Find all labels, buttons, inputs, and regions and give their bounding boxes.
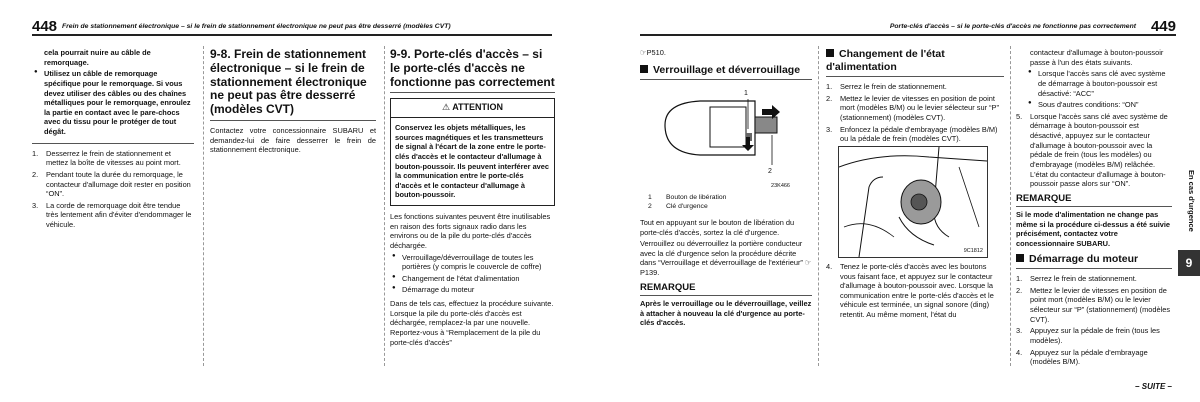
- right-header-title: Porte-clés d'accès – si le porte-clés d'accès ne fonctionne pas correctement: [889, 23, 1136, 30]
- list-item: 3. La corde de remorquage doit être tendue très lentement afin d'éviter d'endommager le véhicule.: [32, 200, 192, 229]
- continued-footer: – SUITE –: [1135, 382, 1172, 391]
- remarque-body: Après le verrouillage ou le déverrouillage, veillez à attacher à nouveau la clé d'urgence au porte-clés d'accès.: [640, 299, 812, 328]
- towing-bullet: ● Utilisez un câble de remorquage spécifique pour le remorquage. Si vous devez utiliser des câbles ou des chaînes métalliques pour le remorquage, enroulez la partie en contact avec le pare-chocs avec du tissu pour le protéger de tout dégât.: [32, 69, 194, 136]
- paragraph-remove-key: Tout en appuyant sur le bouton de libération du porte-clés d'accès, sortez la clé d'urgence.: [640, 217, 795, 237]
- section-heading-9-9: 9-9. Porte-clés d'accès – si le porte-clés d'accès ne fonctionne pas correctement: [390, 47, 555, 89]
- list-item: ● Sous d'autres conditions: “ON”: [1026, 100, 1172, 110]
- legend-item: 2 Clé d'urgence: [648, 203, 708, 211]
- figure-code: 9C1812: [963, 247, 983, 254]
- list-item: ● Changement de l'état d'alimentation: [390, 274, 555, 284]
- closing-text: Dans de tels cas, effectuez la procédure suivante. Lorsque la pile du porte-clés d'accès est déchargée, remplacez-la par une nouvelle. Reportez-vous à “Remplacement de la pile du porte-clés d'accès”: [390, 299, 554, 347]
- functions-intro: Les fonctions suivantes peuvent être inutilisables en raison des forts signaux radio dans les environs ou de la pile du porte-clés d'accès déchargée.: [390, 212, 551, 250]
- list-item: 5. Lorsque l'accès sans clé avec système de démarrage à bouton-poussoir est désactivé, appuyez sur le contacteur d'allumage à bouton-poussoir avec la pédale de frein (tous les modèles) ou d'embrayage (modèles B/M) relâchée. L'état du contacteur d'allumage à bouton-poussoir passe alors sur “ON”.: [1016, 111, 1168, 189]
- list-item: ● Démarrage du moteur: [390, 285, 555, 295]
- continued-text: cela pourrait nuire au câble de remorquage.: [44, 48, 151, 67]
- dashboard-illustration: [839, 147, 987, 257]
- list-item: 4. Tenez le porte-clés d'accès avec les boutons vous faisant face, et appuyez sur le contacteur d'allumage à bouton-poussoir avec. Lorsque la communication entre le porte-clés d'accès et le véhicule est terminée, un signal sonore (ding) retentit. Au même moment, l'état du: [826, 261, 994, 320]
- remarque-body: Si le mode d'alimentation ne change pas même si la procédure ci-dessus a été suivie précisément, contactez votre concessionnaire SUBARU.: [1016, 210, 1171, 249]
- right-col-2: [826, 48, 1004, 322]
- legend-item: 1 Bouton de libération: [648, 194, 727, 202]
- callout-2: 2: [768, 168, 772, 176]
- pedal-figure: [838, 146, 988, 258]
- list-item: 4. Appuyez sur la pédale d'embrayage (modèles B/M).: [1016, 347, 1148, 367]
- attention-box: [390, 98, 555, 206]
- key-figure: [660, 85, 790, 190]
- warning-icon: ⚠: [441, 102, 451, 113]
- left-page-number: 448: [32, 18, 58, 35]
- right-col-1: [640, 48, 812, 330]
- attention-title: ATTENTION: [452, 102, 504, 113]
- left-page-header: [32, 14, 552, 36]
- list-item: 3. Appuyez sur la pédale de frein (tous les modèles).: [1016, 326, 1160, 345]
- list-item: 1. Desserrez le frein de stationnement et mettez la boîte de vitesses au point mort.: [32, 148, 181, 168]
- section-heading-9-8: 9-8. Frein de stationnement électronique – si le frein de stationnement électronique ne peut pas être desserré (modèles CVT): [210, 47, 367, 117]
- chapter-tab: 9: [1178, 250, 1200, 276]
- list-item: ● Verrouillage/déverrouillage de toutes les portières (y compris le couvercle de coffre): [390, 253, 555, 272]
- list-item: 1. Serrez le frein de stationnement.: [826, 82, 947, 92]
- list-item: 2. Pendant toute la durée du remorquage, le contacteur d'allumage doit rester en position “ON”.: [32, 169, 191, 199]
- heading-power-state: Changement de l'état d'alimentation: [826, 48, 945, 73]
- left-col-3: [390, 48, 555, 349]
- heading-engine-start: Démarrage du moteur: [1016, 253, 1172, 266]
- page-reference: ☞P510.: [640, 48, 666, 57]
- left-header-title: Frein de stationnement électronique – si le frein de stationnement électronique ne peut pas être desserré (modèles CVT): [62, 23, 451, 30]
- list-item: ● Lorsque l'accès sans clé avec système de démarrage à bouton-poussoir est désactivé: “ACC”: [1026, 69, 1172, 98]
- remarque-title: REMARQUE: [640, 281, 696, 293]
- heading-lock-unlock: Verrouillage et déverrouillage: [640, 64, 812, 77]
- remarque-title: REMARQUE: [1016, 192, 1072, 204]
- section-square-icon: [826, 49, 834, 57]
- section-square-icon: [640, 65, 648, 73]
- list-item: 1. Serrez le frein de stationnement.: [1016, 274, 1137, 284]
- figure-legend: [648, 194, 812, 212]
- section-square-icon: [1016, 254, 1024, 262]
- towing-steps: [32, 149, 194, 230]
- right-col-3: [1016, 48, 1172, 369]
- list-item: 2. Mettez le levier de vitesses en position de point mort (modèles B/M) ou le levier sélecteur sur “P” (stationnement) (modèles CVT).: [1016, 285, 1171, 324]
- chapter-side-label: En cas d'urgence: [1187, 170, 1196, 232]
- callout-1: 1: [744, 90, 748, 98]
- section-body-9-8: Contactez votre concessionnaire SUBARU et demandez-lui de faire desserrer le frein de stationnement électronique.: [210, 125, 376, 155]
- attention-header: [391, 99, 554, 118]
- list-item: 2. Mettez le levier de vitesses en position de point mort (modèles B/M) ou le levier sélecteur sur “P” (stationnement) (modèles CVT).: [826, 93, 999, 123]
- list-item: 3. Enfoncez la pédale d'embrayage (modèles B/M) ou la pédale de frein (modèles CVT).: [826, 124, 998, 144]
- figure-code: 23K466: [771, 183, 790, 190]
- right-page-header: [640, 14, 1176, 36]
- attention-body: Conservez les objets métalliques, les sources magnétiques et les transmetteurs de signal à l'écart de la zone entre le porte-clés d'accès et le contacteur d'allumage à bouton-poussoir. Ils peuvent interférer avec la communication entre le porte-clés d'accès et le contacteur d'allumage à bouton-poussoir.: [395, 123, 550, 200]
- left-col-2: [210, 48, 376, 157]
- continued-text: contacteur d'allumage à bouton-poussoir passe à l'un des états suivants.: [1030, 48, 1164, 67]
- right-page-number: 449: [1150, 18, 1176, 35]
- left-col-1: [32, 48, 194, 232]
- paragraph-lock-door: Verrouillez ou déverrouillez la portière conducteur avec la clé d'urgence selon la procédure décrite dans “Verrouillage et déverrouillage de l'extérieur” ☞P139.: [640, 239, 812, 277]
